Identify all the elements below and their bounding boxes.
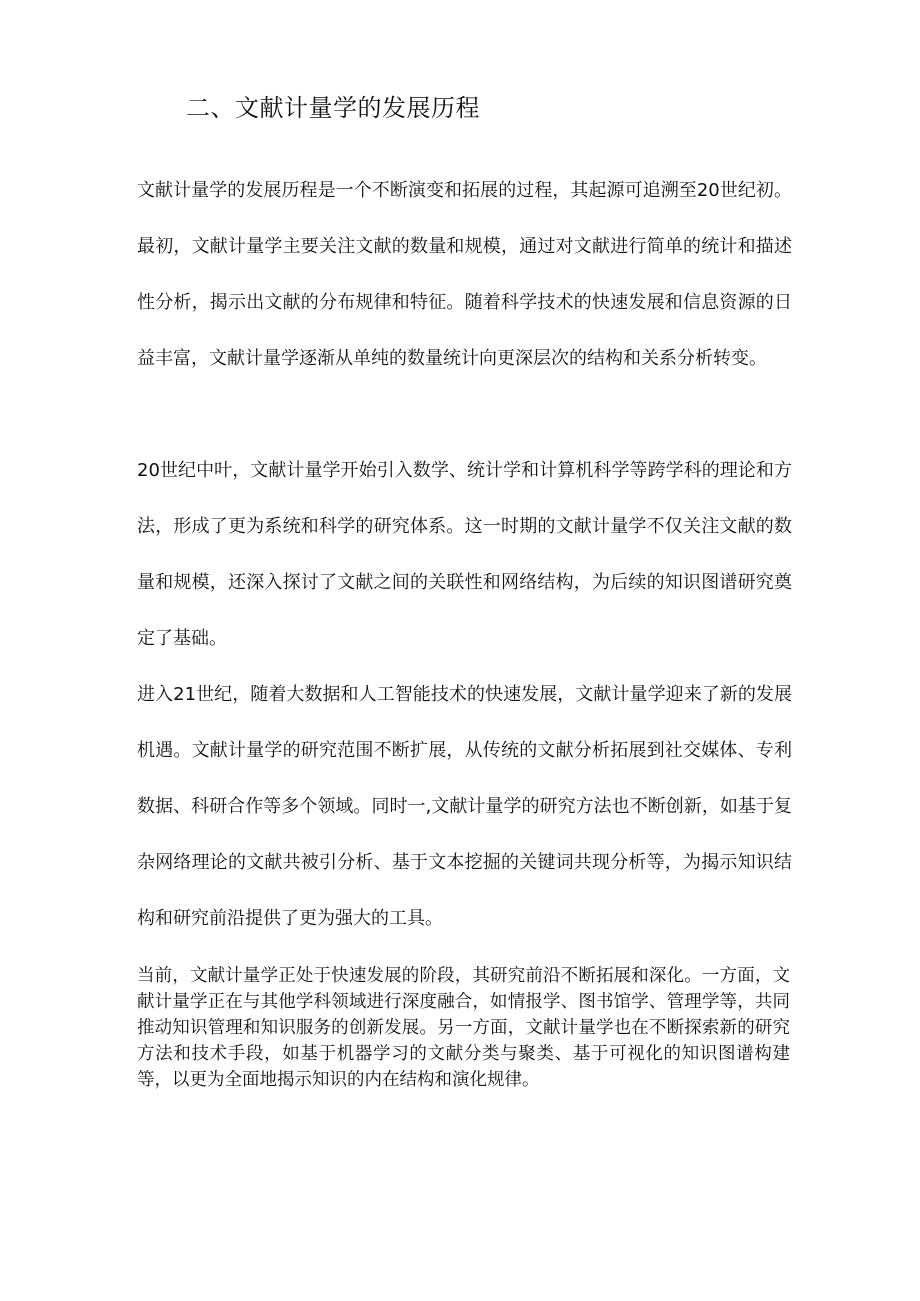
paragraph-origins: 文献计量学的发展历程是一个不断演变和拓展的过程，其起源可追溯至20世纪初。最初，文献计量学主要关注文献的数量和规模，通过对文献进行简单的统计和描述性分析，揭示出文献的分布规律和特征。随着科学技术的快速发展和信息资源的日益丰富，文献计量学逐渐从单纯的数量统计向更深层次的结构和关系分析转变。	[137, 180, 792, 369]
paragraph-21st-century: 进入21世纪，随着大数据和人工智能技术的快速发展，文献计量学迎来了新的发展机遇。文献计量学的研究范围不断扩展，从传统的文献分析拓展到社交媒体、专利数据、科研合作等多个领域。同时一,文献计量学的研究方法也不断创新，如基于复杂网络理论的文献共被引分析、基于文本挖掘的关键词共现分析等，为揭示知识结构和研究前沿提供了更为强大的工具。	[137, 684, 792, 929]
paragraph-current-state: 当前，文献计量学正处于快速发展的阶段，其研究前沿不断拓展和深化。一方面，文献计量学正在与其他学科领域进行深度融合，如情报学、图书馆学、管理学等，共同推动知识管理和知识服务的创新发展。另一方面，文献计量学也在不断探索新的研究方法和技术手段，如基于机器学习的文献分类与聚类、基于可视化的知识图谱构建等，以更为全面地揭示知识的内在结构和演化规律。	[137, 966, 790, 1090]
section-heading: 二、文献计量学的发展历程	[186, 94, 480, 122]
paragraph-mid-century: 20世纪中叶，文献计量学开始引入数学、统计学和计算机科学等跨学科的理论和方法，形成了更为系统和科学的研究体系。这一时期的文献计量学不仅关注文献的数量和规模，还深入探讨了文献之间的关联性和网络结构，为后续的知识图谱研究奠定了基础。	[137, 460, 792, 649]
